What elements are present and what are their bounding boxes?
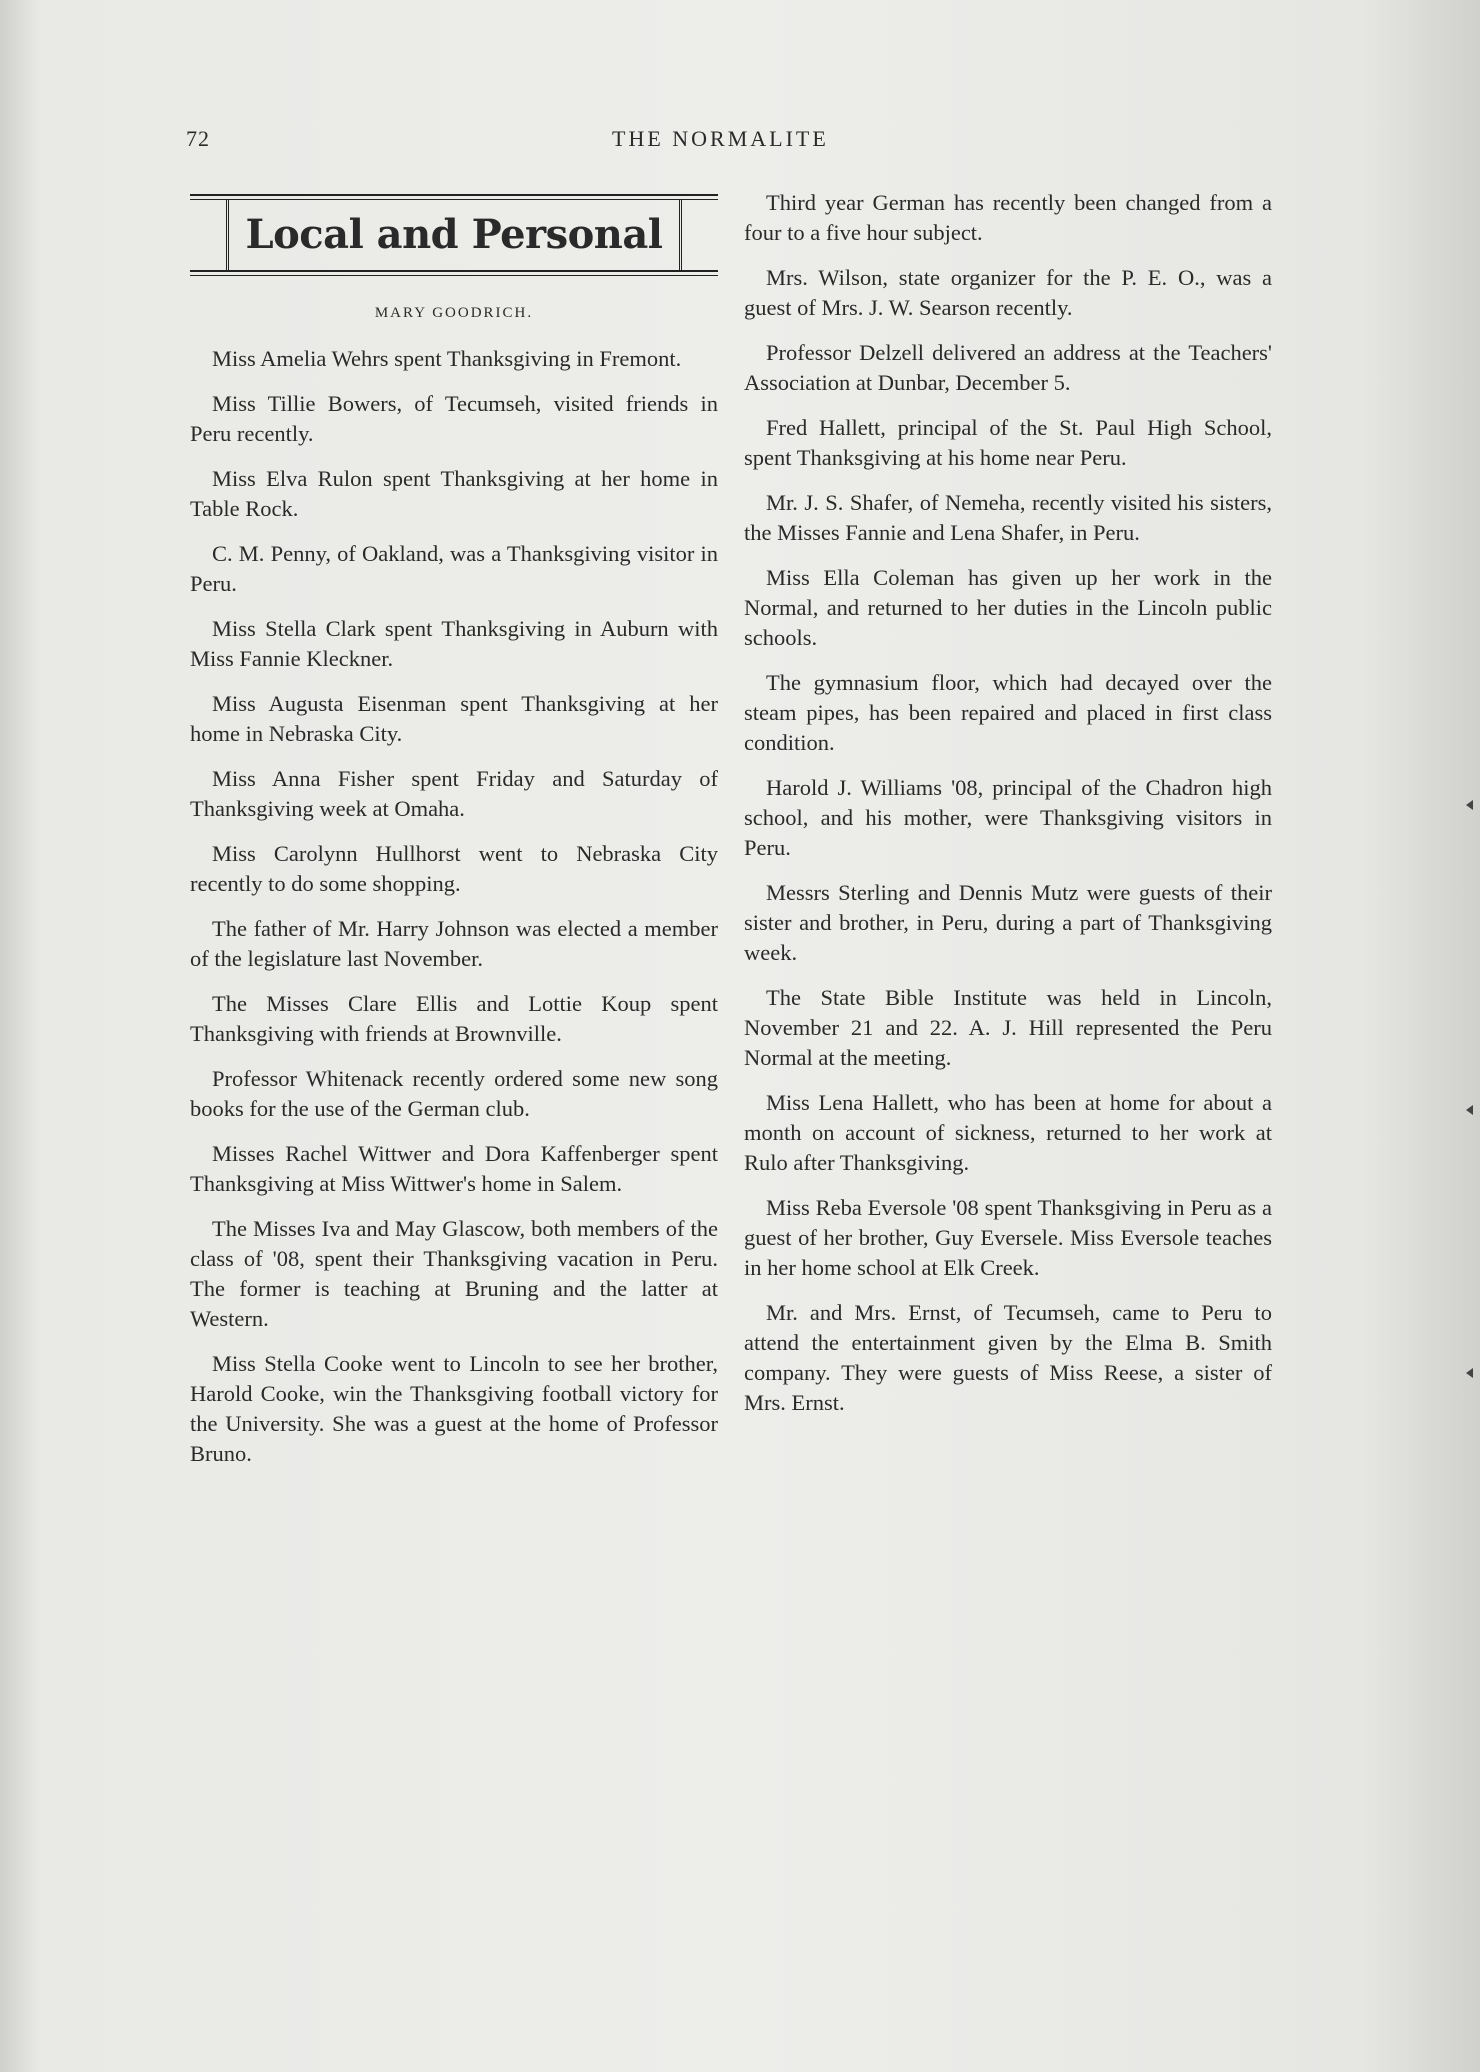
right-column	[744, 188, 1272, 1433]
news-item: Fred Hallett, principal of the St. Paul High School, spent Thanksgiving at his home near Peru.	[744, 415, 1272, 470]
news-item: Professor Whitenack recently ordered some new song books for the use of the German club.	[190, 1066, 718, 1121]
news-item: Mr. J. S. Shafer, of Nemeha, recently visited his sisters, the Misses Fannie and Lena Shafer, in Peru.	[744, 490, 1272, 545]
news-item: Miss Ella Coleman has given up her work in the Normal, and returned to her duties in the Lincoln public schools.	[744, 565, 1272, 650]
news-item: The father of Mr. Harry Johnson was elected a member of the legislature last November.	[190, 916, 718, 971]
news-item: Miss Elva Rulon spent Thanksgiving at her home in Table Rock.	[190, 466, 718, 521]
section-title: Local and Personal	[226, 199, 682, 270]
author-byline: MARY GOODRICH.	[374, 305, 534, 321]
news-item: Miss Reba Eversole '08 spent Thanksgiving in Peru as a guest of her brother, Guy Eversele. Miss Eversole teaches in her home school at Elk Creek.	[744, 1195, 1272, 1280]
heading-rule	[190, 194, 718, 196]
news-item: Miss Anna Fisher spent Friday and Saturday of Thanksgiving week at Omaha.	[190, 766, 718, 821]
heading-rule	[190, 275, 718, 276]
news-item: Miss Carolynn Hullhorst went to Nebraska City recently to do some shopping.	[190, 841, 718, 896]
news-item: Harold J. Williams '08, principal of the Chadron high school, and his mother, were Thanksgiving visitors in Peru.	[744, 775, 1272, 860]
news-item: Professor Delzell delivered an address at the Teachers' Association at Dunbar, December 5.	[744, 340, 1272, 395]
news-item: Miss Augusta Eisenman spent Thanksgiving at her home in Nebraska City.	[190, 691, 718, 746]
news-item: Mrs. Wilson, state organizer for the P. E. O., was a guest of Mrs. J. W. Searson recently.	[744, 265, 1272, 320]
news-item: The gymnasium floor, which had decayed over the steam pipes, has been repaired and placed in first class condition.	[744, 670, 1272, 755]
news-item: Miss Tillie Bowers, of Tecumseh, visited friends in Peru recently.	[190, 391, 718, 446]
news-item: Third year German has recently been changed from a four to a five hour subject.	[744, 190, 1272, 245]
news-item: Miss Stella Cooke went to Lincoln to see her brother, Harold Cooke, win the Thanksgiving football victory for the University. She was a guest at the home of Professor Bruno.	[190, 1351, 718, 1466]
heading-rule	[190, 270, 718, 272]
news-item: Messrs Sterling and Dennis Mutz were guests of their sister and brother, in Peru, during a part of Thanksgiving week.	[744, 880, 1272, 965]
news-item: Miss Stella Clark spent Thanksgiving in Auburn with Miss Fannie Kleckner.	[190, 616, 718, 671]
binding-mark	[1466, 800, 1473, 810]
left-column	[190, 188, 718, 1484]
page-number: 72	[186, 126, 210, 151]
news-item: C. M. Penny, of Oakland, was a Thanksgiving visitor in Peru.	[190, 541, 718, 596]
news-item: Miss Amelia Wehrs spent Thanksgiving in Fremont.	[212, 346, 682, 371]
news-item: Miss Lena Hallett, who has been at home for about a month on account of sickness, returned to her work at Rulo after Thanksgiving.	[744, 1090, 1272, 1175]
binding-mark	[1466, 1105, 1473, 1115]
news-item: Mr. and Mrs. Ernst, of Tecumseh, came to Peru to attend the entertainment given by the Elma B. Smith company. They were guests of Miss Reese, a sister of Mrs. Ernst.	[744, 1300, 1272, 1415]
running-title: THE NORMALITE	[612, 126, 829, 151]
news-item: The Misses Iva and May Glascow, both members of the class of '08, spent their Thanksgiving vacation in Peru. The former is teaching at Bruning and the latter at Western.	[190, 1216, 718, 1331]
news-item: Misses Rachel Wittwer and Dora Kaffenberger spent Thanksgiving at Miss Wittwer's home in Salem.	[190, 1141, 718, 1196]
news-item: The State Bible Institute was held in Lincoln, November 21 and 22. A. J. Hill represented the Peru Normal at the meeting.	[744, 985, 1272, 1070]
section-heading-box	[190, 188, 718, 284]
binding-mark	[1466, 1368, 1473, 1378]
news-item: The Misses Clare Ellis and Lottie Koup spent Thanksgiving with friends at Brownville.	[190, 991, 718, 1046]
